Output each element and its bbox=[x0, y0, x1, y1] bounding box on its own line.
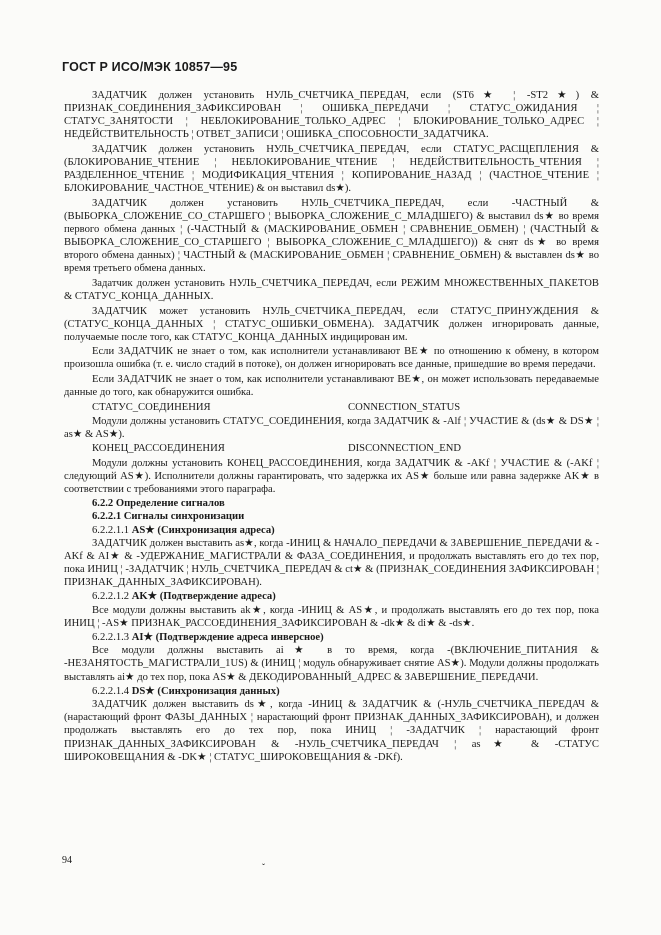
document-body bbox=[64, 89, 599, 765]
term-en: CONNECTION_STATUS bbox=[348, 401, 461, 413]
paragraph: ЗАДАТЧИК должен установить НУЛЬ_СЧЕТЧИКА_ПЕРЕДАЧ, если СТАТУС_РАСЩЕПЛЕНИЯ & (БЛОКИРОВАНИЕ_ЧТЕНИЕ ¦ НЕБЛОКИРОВАНИЕ_ЧТЕНИЕ ¦ НЕДЕЙСТВИТЕЛЬНОСТЬ_ЧТЕНИЯ ¦ РАЗДЕЛЕННОЕ_ЧТЕНИЕ ¦ МОДИФИКАЦИЯ_ЧТЕНИЯ ¦ КОПИРОВАНИЕ_НАЗАД ¦ (ЧАСТНОЕ_ЧТЕНИЕ ¦ БЛОКИРОВАНИЕ_ЧАСТНОЕ_ЧТЕНИЕ) & он выставил ds★). bbox=[64, 143, 599, 195]
paragraph: ЗАДАТЧИК должен выставить as★, когда -ИНИЦ & НАЧАЛО_ПЕРЕДАЧИ & ЗАВЕРШЕНИЕ_ПЕРЕДАЧИ & -AKf & AI★ & -УДЕРЖАНИЕ_МАГИСТРАЛИ & ФАЗА_СОЕДИНЕНИЯ, и продолжать выставлять его до тех пор, пока ИНИЦ ¦ -ЗАДАТЧИК ¦ НУЛЬ_СЧЕТЧИКА_ПЕРЕДАЧ & ct★ & (ПРИЗНАК_СОЕДИНЕНИЯ ЗАФИКСИРОВАН ¦ ПРИЗНАК_ДАННЫХ_ЗАФИКСИРОВАН). bbox=[64, 537, 599, 588]
term-ru: СТАТУС_СОЕДИНЕНИЯ bbox=[92, 401, 211, 413]
print-mark: ˇ bbox=[262, 862, 265, 872]
paragraph: Модули должны установить СТАТУС_СОЕДИНЕНИЯ, когда ЗАДАТЧИК & -Alf ¦ УЧАСТИЕ & (ds★ & DS★ ¦ as★ & AS★). bbox=[64, 415, 599, 440]
clause-heading-ai: 6.2.2.1.3 AI★ (Подтверждение адреса инверсное) bbox=[92, 632, 324, 644]
paragraph: ЗАДАТЧИК должен выставить ds★, когда -ИНИЦ & ЗАДАТЧИК & (-НУЛЬ_СЧЕТЧИКА_ПЕРЕДАЧ & (нарастающий фронт ФАЗЫ_ДАННЫХ ¦ нарастающий фронт ПРИЗНАК_ДАННЫХ_ЗАФИКСИРОВАН), и должен продолжать выставлять его до тех пор, пока ИНИЦ ¦ -ЗАДАТЧИК ¦ нарастающий фронт ПРИЗНАК_ДАННЫХ_ЗАФИКСИРОВАН & -НУЛЬ_СЧЕТЧИКА_ПЕРЕДАЧ ¦ as★ & -СТАТУС ШИРОКОВЕЩАНИЯ & -DK★ ¦ СТАТУС_ШИРОКОВЕЩАНИЯ & -DKf). bbox=[64, 699, 599, 763]
page-header-standard-id: ГОСТ Р ИСО/МЭК 10857—95 bbox=[62, 60, 238, 74]
paragraph: Модули должны установить КОНЕЦ_РАССОЕДИНЕНИЯ, когда ЗАДАТЧИК & -AKf ¦ УЧАСТИЕ & (-AKf ¦ следующий AS★). Исполнители должны гарантировать, что задержка их AS★ больше или равна задержке AK★ в соответствии с требованиями этого параграфа. bbox=[64, 457, 599, 495]
term-pair-connection-status bbox=[64, 401, 599, 414]
paragraph: Все модули должны выставить ak★, когда -ИНИЦ & AS★, и продолжать выставлять его до тех пор, пока ИНИЦ ¦ -AS★ ПРИЗНАК_РАССОЕДИНЕНИЯ_ЗАФИКСИРОВАН & -dk★ & di★ & -ds★. bbox=[64, 604, 599, 629]
paragraph: Если ЗАДАТЧИК не знает о том, как исполнители устанавливают ВЕ★, он может использовать передаваемые данные до того, как обнаружится ошибка. bbox=[64, 373, 599, 399]
paragraph: ЗАДАТЧИК должен установить НУЛЬ_СЧЕТЧИКА_ПЕРЕДАЧ, если -ЧАСТНЫЙ & (ВЫБОРКА_СЛОЖЕНИЕ_СО_СТАРШЕГО ¦ ВЫБОРКА_СЛОЖЕНИЕ_С_МЛАДШЕГО) & выставил ds★ во время первого обмена данных ¦ (-ЧАСТНЫЙ & (МАСКИРОВАНИЕ_ОБМЕН ¦ СРАВНЕНИЕ_ОБМЕН) ¦ (ЧАСТНЫЙ & ВЫБОРКА_СЛОЖЕНИЕ_СО_СТАРШЕГО ¦ ВЫБОРКА_СЛОЖЕНИЕ_С_МЛАДШЕГО)) & снят ds★ во время второго обмена данных) ¦ ЧАСТНЫЙ & (МАСКИРОВАНИЕ_ОБМЕН ¦ СРАВНЕНИЕ_ОБМЕН) & выставлен ds★ во время третьего обмена данных. bbox=[64, 197, 599, 275]
clause-heading-as: 6.2.2.1.1 AS★ (Синхронизация адреса) bbox=[92, 524, 275, 536]
term-en: DISCONNECTION_END bbox=[348, 443, 461, 455]
term-pair-disconnection-end bbox=[64, 442, 599, 455]
paragraph: Задатчик должен установить НУЛЬ_СЧЕТЧИКА_ПЕРЕДАЧ, если РЕЖИМ МНОЖЕСТВЕННЫХ_ПАКЕТОВ & СТАТУС_КОНЦА_ДАННЫХ. bbox=[64, 277, 599, 302]
clause-heading-ak: 6.2.2.1.2 AK★ (Подтверждение адреса) bbox=[92, 591, 276, 603]
paragraph: ЗАДАТЧИК должен установить НУЛЬ_СЧЕТЧИКА_ПЕРЕДАЧ, если (ST6★ ¦ -ST2★) & ПРИЗНАК_СОЕДИНЕНИЯ_ЗАФИКСИРОВАН ¦ ОШИБКА_ПЕРЕДАЧИ ¦ СТАТУС_ОЖИДАНИЯ ¦ СТАТУС_ЗАНЯТОСТИ ¦ НЕБЛОКИРОВАНИЕ_ТОЛЬКО_АДРЕС ¦ БЛОКИРОВАНИЕ_ТОЛЬКО_АДРЕС ¦ НЕДЕЙСТВИТЕЛЬНОСТЬ ¦ ОТВЕТ_ЗАПИСИ ¦ ОШИБКА_СПОСОБНОСТИ_ЗАДАТЧИКА. bbox=[64, 90, 599, 141]
paragraph: Все модули должны выставить ai★ в то время, когда -(ВКЛЮЧЕНИЕ_ПИТАНИЯ & -НЕЗАНЯТОСТЬ_МАГИСТРАЛИ_1US) & (ИНИЦ ¦ модуль обнаруживает снятие AS★). Модули должны продолжать выставлять ai★ до тех пор, пока AS★ & ДЕКОДИРОВАННЫЙ_АДРЕС & ЗАВЕРШЕНИЕ_ПЕРЕДАЧИ. bbox=[64, 645, 599, 683]
page-number: 94 bbox=[62, 855, 72, 866]
term-ru: КОНЕЦ_РАССОЕДИНЕНИЯ bbox=[92, 443, 225, 455]
subsection-heading: 6.2.2.1 Сигналы синхронизации bbox=[92, 511, 245, 523]
section-heading: 6.2.2 Определение сигналов bbox=[92, 498, 225, 510]
clause-heading-ds: 6.2.2.1.4 DS★ (Синхронизация данных) bbox=[92, 686, 280, 698]
paragraph: Если ЗАДАТЧИК не знает о том, как исполнители устанавливают ВЕ★ по отношению к обмену, в котором произошла ошибка (т. е. число стадий в потоке), он должен игнорировать все данные, пришедшие во время передачи. bbox=[64, 346, 599, 371]
paragraph: ЗАДАТЧИК может установить НУЛЬ_СЧЕТЧИКА_ПЕРЕДАЧ, если СТАТУС_ПРИНУЖДЕНИЯ & (СТАТУС_КОНЦА_ДАННЫХ ¦ СТАТУС_ОШИБКИ_ОБМЕНА). ЗАДАТЧИК должен игнорировать данные, получаемые после того, как СТАТУС_КОНЦА_ДАННЫХ индицирован им. bbox=[64, 305, 599, 343]
